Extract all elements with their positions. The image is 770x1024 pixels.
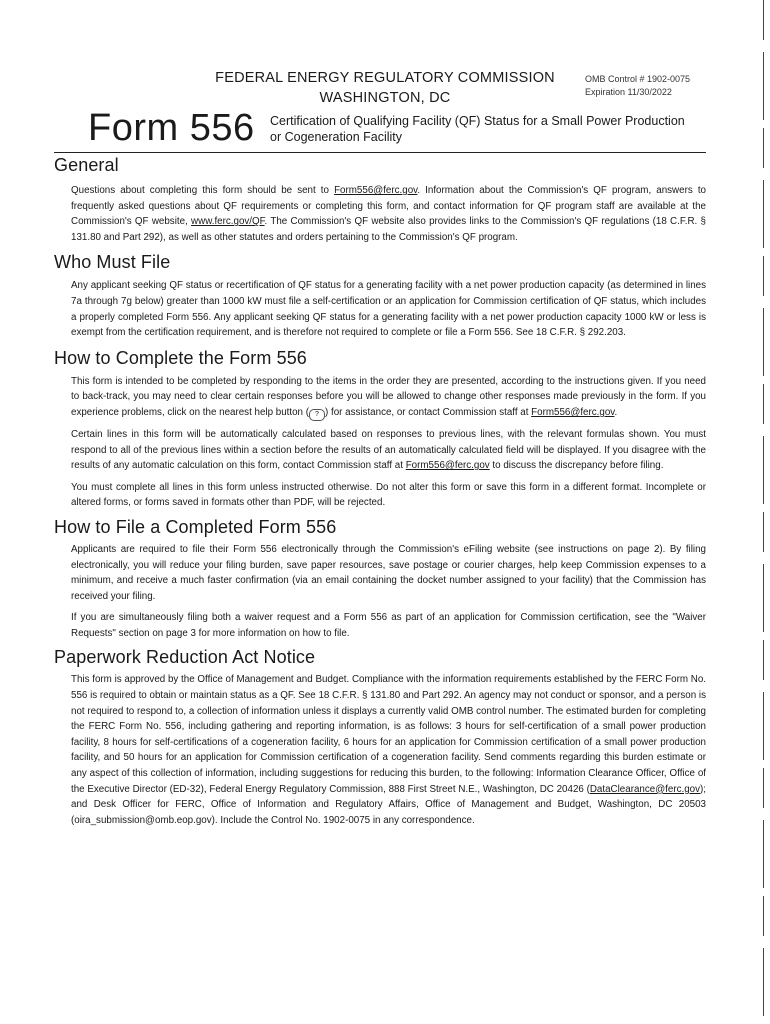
section-heading-paperwork-reduction: Paperwork Reduction Act Notice [54,647,316,668]
how-p2-text-a: Certain lines in this form will be automatically calculated based on responses to previous lines, with the relevant formulas shown. You must respond to all of the previous lines within a section before the results of an automatically calculated field will be displayed. If you disagree with the results of any automatic calculation on this form, contact Commission staff at [71,428,706,472]
general-text-a: Questions about completing this form should be sent to [71,185,335,196]
section-who-must-file [54,250,706,340]
omb-info [585,73,690,99]
qf-website-link[interactable]: www.ferc.gov/QF [191,216,265,228]
how-to-complete-paragraph-1 [54,374,706,421]
pra-text-b: ); and Desk Officer for FERC, Office of Information and Regulatory Affairs, Office of Management and Budget, Washington, DC 20503 (oira_submission@omb.eop.gov). Include the Control No. 1902-0075 in any correspondence. [71,783,706,826]
form556-email-link[interactable]: Form556@ferc.gov [405,460,490,472]
form556-email-link[interactable]: Form556@ferc.gov [531,406,615,418]
how-to-complete-paragraph-3: You must complete all lines in this form unless instructed otherwise. Do not alter this form or save this form in a different format. Incomplete or altered forms, or forms saved in formats other than PDF, will be rejected. [71,481,706,509]
section-heading-general: General [54,155,119,175]
section-heading-who-must-file: Who Must File [54,252,171,273]
omb-control-number: OMB Control # 1902-0075 [585,74,691,84]
section-heading-how-to-file: How to File a Completed Form 556 [54,516,337,537]
form556-email-link[interactable]: Form556@ferc.gov [334,185,418,196]
how-text-a: This form is intended to be completed by responding to the items in the order they are presented, according to the instructions given. If you need to back-track, you may need to clear certain responses before you will be allowed to change other responses made previously in the form. If you experience problems, click on the nearest help button ( [71,375,706,418]
section-how-to-file [54,515,706,642]
how-text-c: . [614,406,618,418]
section-paperwork-reduction [54,645,706,828]
form-title: Form 556 [88,107,255,149]
form-subtitle: Certification of Qualifying Facility (QF) Status for a Small Power Production or Cogeneration Facility [270,114,685,144]
help-button-icon[interactable]: ? [309,409,325,421]
how-to-complete-paragraph-2 [54,427,706,474]
form-content [54,153,706,828]
general-text-b: . Information about the Commission's QF program, answers to frequently asked questions about QF requirements or completing this form, and contact information for QF program staff are available at the Commission's QF website, [71,185,706,228]
pra-text-a: This form is approved by the Office of Management and Budget. Compliance with the information requirements established by the FERC Form No. 556 is required to obtain or maintain status as a QF. See 18 C.F.R. § 131.80 and Part 292. An agency may not conduct or sponsor, and a person is not required to respond to, a collection of information unless it displays a currently valid OMB control number. The estimated burden for completing the FERC Form No. 556, including gathering and reporting information, is as follows: 3 hours for self-certification of a small power production facility, 8 hours for self-certifications of a cogeneration facility, 6 hours for an application for Commission certification of a small power production facility, and 50 hours for an application for Commission certification of a cogeneration facility. Send comments regarding this burden estimate or any aspect of this collection of information, including suggestions for reducing this burden, to the following: Information Clearance Officer, Office of the Executive Director (ED-32), Federal Energy Regulatory Commission, 888 First Street N.E., Washington, DC 20426 ( [71,674,706,795]
who-must-file-paragraph: Any applicant seeking QF status or recertification of QF status for a generating facility with a net power production capacity (as determined in lines 7a through 7g below) greater than 1000 kW must file a self-certification or an application for Commission certification of QF status, which includes a properly completed Form 556. Any applicant seeking QF status for a generating facility with a net power production capacity 1000 kW or less is exempt from the certification requirement, and is therefore not required to complete or file a Form 556. See 18 C.F.R. § 292.203. [71,280,706,339]
section-how-to-complete [54,346,706,511]
general-text-c: . The Commission's QF website also provides links to the Commission's QF regulations (18 C.F.R. § 131.80 and Part 292), as well as other statutes and orders pertaining to the Commission's QF program. [71,216,706,243]
how-p2-text-b: to discuss the discrepancy before filing. [489,460,664,472]
how-text-b: ) for assistance, or contact Commission staff at [324,406,532,418]
paperwork-reduction-paragraph [54,672,706,828]
scan-edge-line [763,0,764,1024]
general-paragraph [54,183,706,245]
section-heading-how-to-complete: How to Complete the Form 556 [54,347,307,368]
how-to-file-paragraph-1: Applicants are required to file their Form 556 electronically through the Commission's eFiling website (see instructions on page 2). By filing electronically, you will reduce your filing burden, save paper resources, save postage or courier charges, help keep Commission expenses to a minimum, and receive a much faster confirmation (via an email containing the docket number assigned to your facility) that the Commission has received your filing. [71,543,706,602]
data-clearance-email-link[interactable]: DataClearance@ferc.gov [589,783,701,795]
how-to-file-paragraph-2: If you are simultaneously filing both a waiver request and a Form 556 as part of an application for Commission certification, see the "Waiver Requests" section on page 3 for more information on how to file. [71,612,706,639]
omb-expiration: Expiration 11/30/2022 [585,87,672,97]
agency-header [200,68,570,108]
agency-name: FEDERAL ENERGY REGULATORY COMMISSION [215,70,555,86]
agency-location: WASHINGTON, DC [319,90,451,106]
section-general [54,153,706,245]
